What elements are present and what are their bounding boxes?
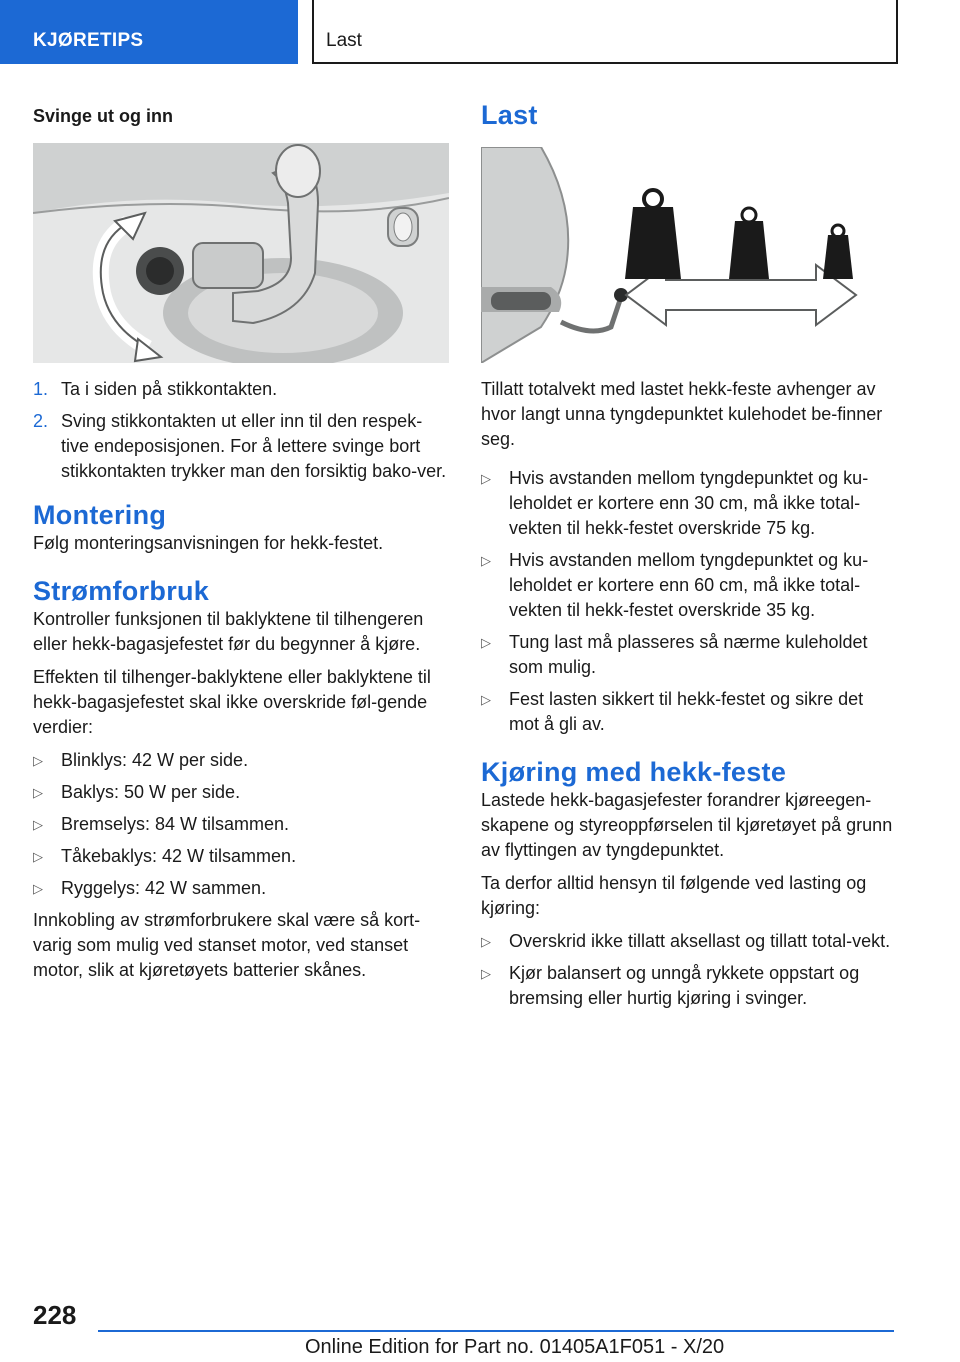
chapter-tab bbox=[0, 0, 298, 64]
list-item-text: Baklys: 50 W per side. bbox=[61, 782, 241, 802]
list-item bbox=[481, 466, 897, 541]
list-item-text: Hvis avstanden mellom tyngdepunktet og ku-leholdet er kortere enn 30 cm, må ikke total-vekten til hekk-festet overskride 75 kg. bbox=[509, 468, 869, 538]
chapter-label: KJØRETIPS bbox=[33, 30, 144, 51]
list-item-text: Fest lasten sikkert til hekk-festet og sikre det mot å gli av. bbox=[509, 689, 864, 734]
edition-note: Online Edition for Part no. 01405A1F051 - X/20 bbox=[305, 1336, 725, 1358]
list-item-text: Tåkebaklys: 42 W tilsammen. bbox=[61, 846, 297, 866]
list-item-text: Blinklys: 42 W per side. bbox=[61, 750, 249, 770]
list-item bbox=[33, 844, 449, 869]
right-column bbox=[481, 100, 897, 1018]
page-number: 228 bbox=[33, 1300, 77, 1330]
step-item bbox=[33, 409, 449, 484]
bullet-triangle-icon: ▷ bbox=[481, 692, 491, 707]
section-title: Last bbox=[326, 30, 362, 51]
heading-montering: Montering bbox=[33, 500, 167, 530]
bullet-triangle-icon: ▷ bbox=[481, 553, 491, 568]
heading-stromforbruk: Strømforbruk bbox=[33, 576, 210, 606]
step-text: Ta i siden på stikkontakten. bbox=[61, 379, 278, 399]
list-item bbox=[33, 812, 449, 837]
list-item bbox=[481, 961, 897, 1011]
bullet-triangle-icon: ▷ bbox=[33, 881, 43, 896]
socket-swing-drawing bbox=[33, 143, 449, 363]
bullet-triangle-icon: ▷ bbox=[481, 471, 491, 486]
driving-rules-list bbox=[481, 929, 897, 1011]
bullet-triangle-icon: ▷ bbox=[481, 966, 491, 981]
step-text: Sving stikkontakten ut eller inn til den respek-tive endeposisjonen. For å lettere svinge bort stikkontakten trykker man den forsiktig bako-ver. bbox=[61, 411, 447, 481]
bullet-triangle-icon: ▷ bbox=[481, 934, 491, 949]
list-item bbox=[33, 748, 449, 773]
load-weight-illustration bbox=[481, 147, 897, 363]
bullet-triangle-icon: ▷ bbox=[33, 817, 43, 832]
list-item bbox=[481, 929, 897, 954]
strom-paragraph-3: Innkobling av strømforbrukere skal være så kort-varig som mulig ved stanset motor, ved stanset motor, slik at kjøretøyets batterier skånes. bbox=[33, 910, 421, 980]
heading-kjoring: Kjøring med hekk-feste bbox=[481, 757, 787, 787]
heading-last: Last bbox=[481, 100, 538, 130]
list-item bbox=[481, 630, 897, 680]
step-number: 1. bbox=[33, 379, 49, 399]
list-item bbox=[481, 687, 897, 737]
left-column bbox=[33, 100, 449, 991]
bullet-triangle-icon: ▷ bbox=[33, 753, 43, 768]
list-item bbox=[33, 876, 449, 901]
bullet-triangle-icon: ▷ bbox=[481, 635, 491, 650]
list-item-text: Overskrid ikke tillatt aksellast og tillatt total-vekt. bbox=[509, 931, 891, 951]
list-item-text: Kjør balansert og unngå rykkete oppstart og bremsing eller hurtig kjøring i svinger. bbox=[509, 963, 860, 1008]
tow-hitch-socket-illustration bbox=[33, 143, 449, 363]
step-number: 2. bbox=[33, 411, 49, 431]
list-item-text: Bremselys: 84 W tilsammen. bbox=[61, 814, 290, 834]
power-limits-list bbox=[33, 748, 449, 901]
strom-paragraph-2: Effekten til tilhenger-baklyktene eller baklyktene til hekk-bagasjefestet skal ikke overskride føl-gende verdier: bbox=[33, 667, 431, 737]
footer-rule bbox=[98, 1330, 894, 1332]
kjoring-paragraph-2: Ta derfor alltid hensyn til følgende ved lasting og kjøring: bbox=[481, 873, 867, 918]
load-distance-drawing bbox=[481, 147, 897, 363]
strom-paragraph-1: Kontroller funksjonen til baklyktene til tilhengeren eller hekk-bagasjefestet før du begynner å kjøre. bbox=[33, 609, 424, 654]
steps-list bbox=[33, 377, 449, 484]
montering-text: Følg monteringsanvisningen for hekk-festet. bbox=[33, 533, 384, 553]
list-item bbox=[481, 548, 897, 623]
step-item bbox=[33, 377, 449, 402]
section-header bbox=[312, 0, 898, 64]
kjoring-paragraph-1: Lastede hekk-bagasjefester forandrer kjøreegen-skapene og styreoppførselen til kjøretøyet på grunn av flyttingen av tyngdepunktet. bbox=[481, 790, 893, 860]
list-item-text: Ryggelys: 42 W sammen. bbox=[61, 878, 267, 898]
subheading-swing: Svinge ut og inn bbox=[33, 106, 173, 126]
load-rules-list bbox=[481, 466, 897, 737]
list-item-text: Tung last må plasseres så nærme kuleholdet som mulig. bbox=[509, 632, 868, 677]
bullet-triangle-icon: ▷ bbox=[33, 785, 43, 800]
bullet-triangle-icon: ▷ bbox=[33, 849, 43, 864]
last-paragraph: Tillatt totalvekt med lastet hekk-feste avhenger av hvor langt unna tyngdepunktet kulehodet be-finner seg. bbox=[481, 379, 883, 449]
list-item bbox=[33, 780, 449, 805]
list-item-text: Hvis avstanden mellom tyngdepunktet og ku-leholdet er kortere enn 60 cm, må ikke total-vekten til hekk-festet overskride 35 kg. bbox=[509, 550, 869, 620]
